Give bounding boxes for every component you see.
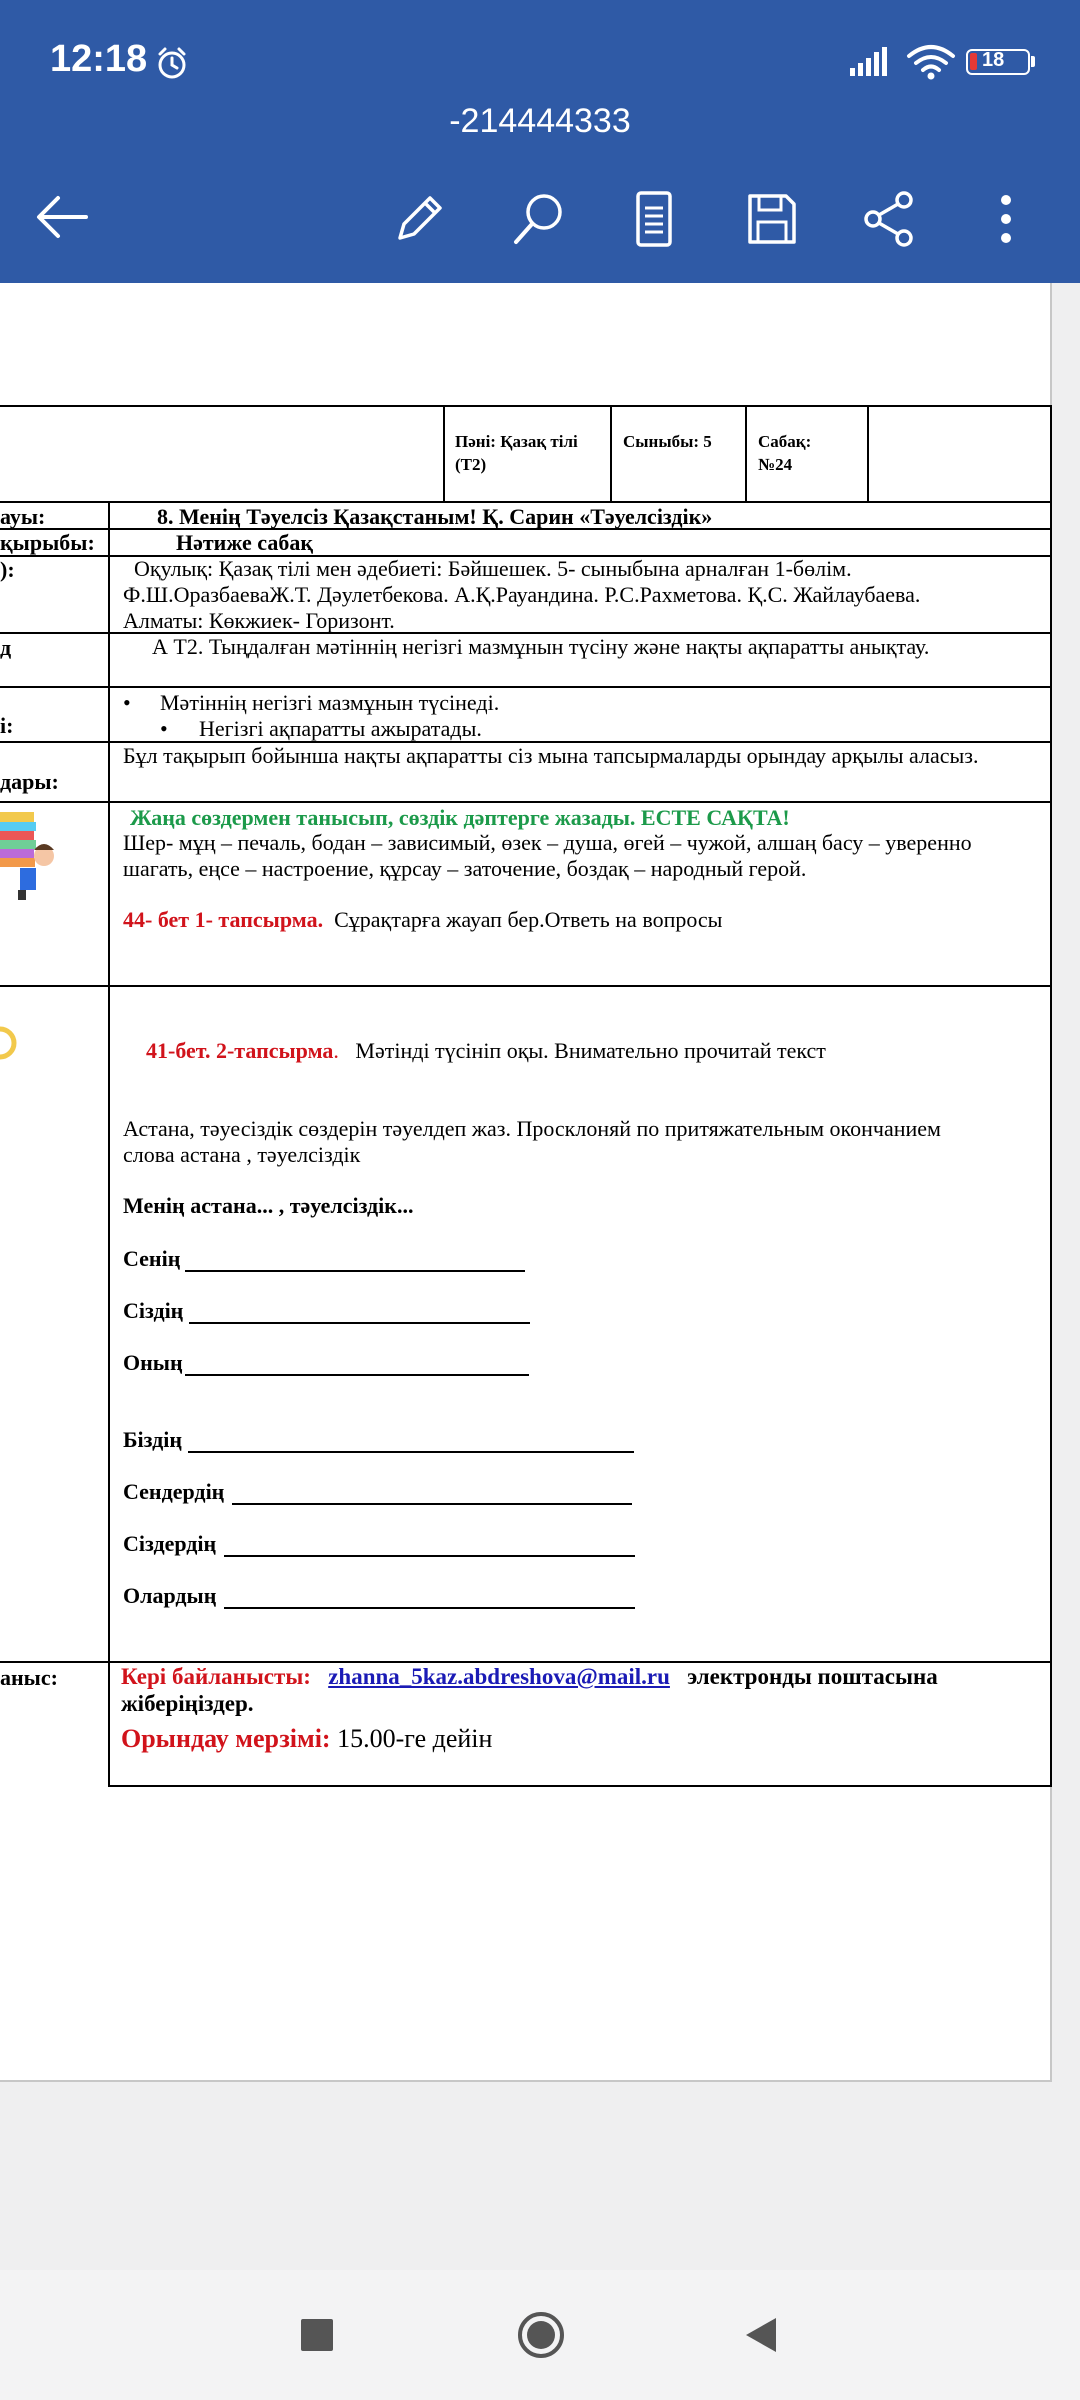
pronoun-4: Біздің bbox=[123, 1427, 183, 1452]
criteria-bullet-1: • bbox=[123, 690, 131, 715]
answer-line-4[interactable] bbox=[188, 1451, 634, 1453]
answer-line-6[interactable] bbox=[224, 1555, 635, 1557]
mobile-view-icon[interactable] bbox=[634, 190, 674, 248]
wifi-icon bbox=[906, 44, 956, 80]
header-lesson: Сабақ: №24 bbox=[758, 432, 812, 474]
feedback-line bbox=[121, 1664, 938, 1690]
back-arrow-icon[interactable] bbox=[34, 192, 90, 242]
task1 bbox=[123, 907, 722, 933]
criteria-2: Негізгі ақпаратты ажыратады. bbox=[199, 716, 482, 741]
book-line-3: Алматы: Көкжиек- Горизонт. bbox=[123, 608, 395, 633]
save-icon[interactable] bbox=[746, 192, 798, 246]
document-page[interactable] bbox=[0, 283, 1052, 2082]
feedback-label: Кері байланысты: bbox=[121, 1664, 311, 1689]
info-text: Бұл тақырып бойынша нақты ақпаратты сіз мына тапсырмаларды орындау арқылы аласыз. bbox=[123, 743, 979, 768]
deadline-label: Орындау мерзімі: bbox=[121, 1724, 331, 1753]
pronoun-6: Сіздердің bbox=[123, 1531, 217, 1556]
app-toolbar bbox=[0, 0, 1080, 283]
task2: 41-бет. 2-тапсырма. Мәтінді түсініп оқы. Внимательно прочитай текст bbox=[146, 1038, 826, 1063]
left-label-2: қырыбы: bbox=[0, 530, 95, 555]
vocab-line-2: шагать, еңсе – настроение, құрсау – заточение, боздақ – народный герой. bbox=[123, 856, 807, 881]
feedback-suffix: электронды поштасына bbox=[687, 1664, 938, 1689]
pronoun-3: Оның bbox=[123, 1350, 183, 1375]
left-label-1: ауы: bbox=[0, 504, 46, 529]
task2-instruction-1: Астана, тәуесіздік сөздерін тәуелдеп жаз. Просклоняй по притяжательным окончанием bbox=[123, 1116, 941, 1141]
book-line-2: Ф.Ш.ОразбаеваЖ.Т. Дәулетбекова. А.Қ.Рауандина. Р.С.Рахметова. Қ.С. Жайлаубаева. bbox=[123, 582, 921, 607]
triangle-back-icon[interactable] bbox=[744, 2316, 778, 2354]
pronoun-5: Сендердің bbox=[123, 1479, 225, 1504]
pronoun-2: Сіздің bbox=[123, 1298, 184, 1323]
alarm-icon bbox=[155, 46, 189, 80]
vocab-line-1: Шер- мұң – печаль, бодан – зависимый, өзек – душа, өгей – чужой, алшаң басу – уверенно bbox=[123, 830, 972, 855]
pronoun-1: Сенің bbox=[123, 1246, 181, 1271]
task2-text: Мәтінді түсініп оқы. Внимательно прочитай текст bbox=[355, 1038, 826, 1063]
share-icon[interactable] bbox=[862, 190, 916, 248]
signal-icon bbox=[848, 46, 892, 78]
task2-label: 41-бет. 2-тапсырма bbox=[146, 1038, 334, 1063]
lightbulb-illustration bbox=[0, 1023, 20, 1083]
lesson-topic: Нәтиже сабақ bbox=[176, 530, 313, 555]
vocab-heading: Жаңа сөздермен танысып, сөздік дәптерге жазады. ЕСТЕ САҚТА! bbox=[130, 805, 790, 830]
battery-indicator bbox=[966, 49, 1030, 75]
task1-text: Сұрақтарға жауап бер.Ответь на вопросы bbox=[334, 907, 723, 932]
books-kid-illustration bbox=[0, 806, 60, 906]
left-label-6: дары: bbox=[0, 769, 59, 794]
left-label-4: д bbox=[0, 635, 12, 660]
document-title: -214444333 bbox=[449, 102, 631, 140]
circle-home-icon[interactable] bbox=[516, 2310, 566, 2360]
objective: А Т2. Тыңдалған мәтіннің негізгі мазмұнын түсіну және нақты ақпаратты анықтау. bbox=[152, 634, 930, 659]
system-nav-bar bbox=[0, 2270, 1080, 2400]
status-time: 12:18 bbox=[50, 38, 148, 80]
task2-example: Менің астана... , тәуелсіздік... bbox=[123, 1193, 414, 1218]
left-label-3: ): bbox=[0, 557, 15, 582]
pronoun-7: Олардың bbox=[123, 1583, 217, 1608]
deadline-value: 15.00-ге дейін bbox=[337, 1724, 493, 1753]
more-vert-icon[interactable] bbox=[996, 192, 1016, 246]
search-icon[interactable] bbox=[510, 190, 568, 248]
header-grade: Сыныбы: 5 bbox=[623, 432, 712, 451]
battery-cap bbox=[1031, 56, 1035, 67]
answer-line-1[interactable] bbox=[185, 1270, 525, 1272]
criteria-1: Мәтіннің негізгі мазмұнын түсінеді. bbox=[160, 690, 500, 715]
square-icon[interactable] bbox=[300, 2318, 334, 2352]
feedback-email-link[interactable]: zhanna_5kaz.abdreshova@mail.ru bbox=[328, 1664, 670, 1689]
battery-level bbox=[970, 53, 977, 70]
task1-label: 44- бет 1- тапсырма. bbox=[123, 907, 324, 932]
task2-instruction-2: слова астана , тәуелсіздік bbox=[123, 1142, 361, 1167]
answer-line-3[interactable] bbox=[185, 1374, 529, 1376]
answer-line-7[interactable] bbox=[224, 1607, 635, 1609]
header-subject: Пәні: Қазақ тілі (Т2) bbox=[455, 432, 578, 474]
criteria-bullet-2: • bbox=[160, 716, 168, 741]
book-line-1: Оқулық: Қазақ тілі мен әдебиеті: Бәйшешек. 5- сыныбына арналған 1-бөлім. bbox=[134, 556, 852, 581]
battery-percent: 18 bbox=[982, 49, 1005, 71]
lesson-title: 8. Менің Тәуелсіз Қазақстаным! Қ. Сарин «Тәуелсіздік» bbox=[157, 504, 713, 529]
deadline-line bbox=[121, 1724, 492, 1754]
answer-line-5[interactable] bbox=[232, 1503, 632, 1505]
left-label-7: аныс: bbox=[0, 1665, 58, 1690]
feedback-line-2: жіберіңіздер. bbox=[121, 1691, 254, 1716]
pencil-icon[interactable] bbox=[392, 190, 448, 246]
answer-line-2[interactable] bbox=[189, 1322, 530, 1324]
left-label-5: і: bbox=[0, 713, 14, 738]
